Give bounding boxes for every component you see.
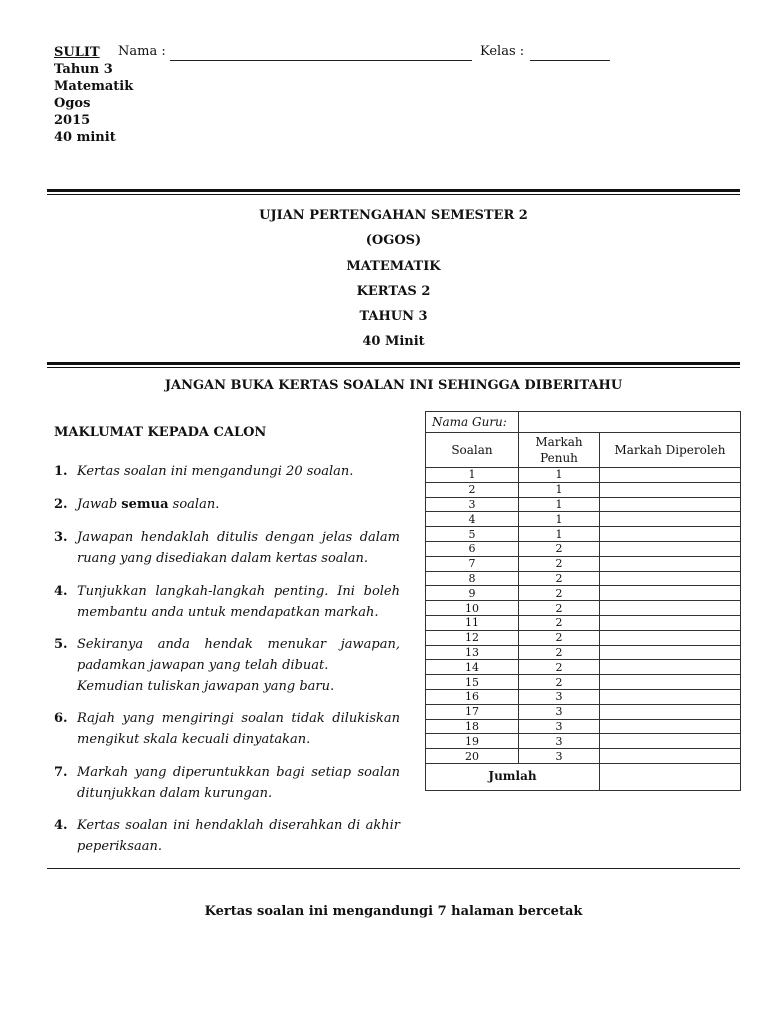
instruction-text: Markah yang diperuntukkan bagi setiap soalan ditunjukkan dalam kurungan. — [77, 765, 400, 801]
instruction-number: 4. — [54, 584, 68, 599]
instruction-number: 3. — [54, 530, 68, 545]
soalan-cell: 7 — [426, 556, 519, 571]
col-soalan: Soalan — [426, 433, 519, 468]
soalan-cell: 16 — [426, 689, 519, 704]
markah-diperoleh-cell[interactable] — [600, 541, 741, 556]
table-row — [426, 556, 741, 571]
tahun-label: Tahun 3 — [54, 62, 113, 77]
soalan-cell: 9 — [426, 586, 519, 601]
soalan-cell: 17 — [426, 704, 519, 719]
table-row — [426, 645, 741, 660]
instruction-item — [54, 708, 400, 750]
soalan-cell: 4 — [426, 512, 519, 527]
markah-diperoleh-cell[interactable] — [600, 689, 741, 704]
markah-penuh-cell: 1 — [519, 512, 600, 527]
markah-diperoleh-cell[interactable] — [600, 704, 741, 719]
markah-penuh-cell: 3 — [519, 719, 600, 734]
divider-middle — [47, 362, 740, 368]
table-row — [426, 541, 741, 556]
table-row — [426, 615, 741, 630]
instruction-number: 4. — [54, 818, 68, 833]
instruction-number: 6. — [54, 711, 68, 726]
header-block — [54, 44, 133, 146]
table-row — [426, 675, 741, 690]
soalan-cell: 5 — [426, 527, 519, 542]
markah-diperoleh-cell[interactable] — [600, 468, 741, 483]
table-row — [426, 468, 741, 483]
kelas-label: Kelas : — [480, 44, 525, 59]
table-row — [426, 482, 741, 497]
instruction-number: 5. — [54, 637, 68, 652]
markah-penuh-cell: 3 — [519, 704, 600, 719]
instruction-text: Sekiranya anda hendak menukar jawapan, padamkan jawapan yang telah dibuat. — [77, 637, 400, 673]
instruction-text: Kertas soalan ini mengandungi 20 soalan. — [77, 464, 354, 479]
instruction-item — [54, 634, 400, 697]
jumlah-field[interactable] — [600, 763, 741, 790]
markah-diperoleh-cell[interactable] — [600, 675, 741, 690]
table-row — [426, 630, 741, 645]
markah-penuh-cell: 2 — [519, 675, 600, 690]
soalan-cell: 3 — [426, 497, 519, 512]
markah-diperoleh-cell[interactable] — [600, 645, 741, 660]
instruction-text: Kertas soalan ini hendaklah diserahkan di akhir peperiksaan. — [77, 818, 400, 854]
markah-penuh-cell: 3 — [519, 689, 600, 704]
markah-diperoleh-cell[interactable] — [600, 601, 741, 616]
table-row — [426, 749, 741, 764]
soalan-cell: 18 — [426, 719, 519, 734]
markah-penuh-cell: 1 — [519, 482, 600, 497]
markah-diperoleh-cell[interactable] — [600, 615, 741, 630]
soalan-cell: 1 — [426, 468, 519, 483]
info-title: MAKLUMAT KEPADA CALON — [54, 425, 267, 440]
table-row — [426, 719, 741, 734]
table-row — [426, 571, 741, 586]
guru-label: Nama Guru: — [426, 412, 519, 433]
markah-penuh-cell: 2 — [519, 630, 600, 645]
markah-diperoleh-cell[interactable] — [600, 556, 741, 571]
title-line-1: UJIAN PERTENGAHAN SEMESTER 2 — [259, 208, 528, 223]
markah-diperoleh-cell[interactable] — [600, 586, 741, 601]
sulit-label: SULIT — [54, 45, 100, 60]
markah-diperoleh-cell[interactable] — [600, 571, 741, 586]
markah-diperoleh-cell[interactable] — [600, 482, 741, 497]
table-row — [426, 704, 741, 719]
instruction-text: Jawapan hendaklah ditulis dengan jelas dalam ruang yang disediakan dalam kertas soalan. — [77, 530, 400, 566]
markah-penuh-cell: 1 — [519, 497, 600, 512]
soalan-cell: 14 — [426, 660, 519, 675]
soalan-cell: 15 — [426, 675, 519, 690]
col-markah-penuh: Markah Penuh — [519, 433, 600, 468]
soalan-cell: 19 — [426, 734, 519, 749]
markah-diperoleh-cell[interactable] — [600, 660, 741, 675]
table-row — [426, 601, 741, 616]
nama-field[interactable] — [170, 60, 472, 61]
markah-penuh-cell: 3 — [519, 734, 600, 749]
jumlah-label: Jumlah — [426, 763, 600, 790]
markah-penuh-cell: 2 — [519, 615, 600, 630]
soalan-cell: 6 — [426, 541, 519, 556]
table-row — [426, 660, 741, 675]
markah-penuh-cell: 1 — [519, 527, 600, 542]
markah-penuh-cell: 1 — [519, 468, 600, 483]
divider-top — [47, 189, 740, 195]
title-line-3: MATEMATIK — [346, 258, 441, 274]
markah-diperoleh-cell[interactable] — [600, 512, 741, 527]
table-row — [426, 512, 741, 527]
soalan-cell: 10 — [426, 601, 519, 616]
year-label: 2015 — [54, 113, 91, 128]
marks-table — [425, 411, 741, 791]
table-row — [426, 497, 741, 512]
instruction-text: Rajah yang mengiringi soalan tidak dilukiskan mengikut skala kecuali dinyatakan. — [77, 711, 400, 747]
markah-penuh-cell: 2 — [519, 541, 600, 556]
warning-text: JANGAN BUKA KERTAS SOALAN INI SEHINGGA DIBERITAHU — [164, 378, 623, 393]
title-line-2: (OGOS) — [365, 233, 422, 249]
table-row — [426, 527, 741, 542]
soalan-cell: 11 — [426, 615, 519, 630]
instruction-number: 7. — [54, 765, 68, 780]
instruction-text: Tunjukkan langkah-langkah penting. Ini boleh membantu anda untuk mendapatkan markah. — [77, 584, 400, 620]
nama-label: Nama : — [118, 44, 166, 59]
table-row — [426, 734, 741, 749]
markah-penuh-cell: 2 — [519, 571, 600, 586]
instruction-item — [54, 762, 400, 804]
instruction-text-cont: Kemudian tuliskan jawapan yang baru. — [77, 679, 335, 694]
instruction-number: 1. — [54, 464, 68, 479]
instruction-item — [54, 461, 400, 482]
month-label: Ogos — [54, 96, 91, 111]
instruction-number: 2. — [54, 497, 68, 512]
markah-diperoleh-cell[interactable] — [600, 749, 741, 764]
title-line-6: 40 Minit — [362, 334, 425, 350]
markah-diperoleh-cell[interactable] — [600, 719, 741, 734]
markah-penuh-cell: 2 — [519, 586, 600, 601]
markah-penuh-cell: 2 — [519, 601, 600, 616]
markah-diperoleh-cell[interactable] — [600, 527, 741, 542]
markah-diperoleh-cell[interactable] — [600, 734, 741, 749]
col-markah-diperoleh: Markah Diperoleh — [600, 433, 741, 468]
instruction-item — [54, 581, 400, 623]
soalan-cell: 20 — [426, 749, 519, 764]
markah-penuh-cell: 2 — [519, 556, 600, 571]
instruction-item — [54, 494, 400, 515]
table-row — [426, 689, 741, 704]
instruction-item — [54, 527, 400, 569]
table-row — [426, 586, 741, 601]
kelas-field[interactable] — [530, 60, 610, 61]
duration-label: 40 minit — [54, 130, 116, 145]
instruction-text: Jawab semua soalan. — [77, 497, 220, 512]
footer-text: Kertas soalan ini mengandungi 7 halaman bercetak — [204, 904, 583, 919]
soalan-cell: 8 — [426, 571, 519, 586]
markah-penuh-cell: 2 — [519, 645, 600, 660]
exam-title — [47, 206, 740, 358]
markah-penuh-cell: 2 — [519, 660, 600, 675]
markah-diperoleh-cell[interactable] — [600, 630, 741, 645]
markah-diperoleh-cell[interactable] — [600, 497, 741, 512]
title-line-5: TAHUN 3 — [359, 309, 428, 325]
soalan-cell: 13 — [426, 645, 519, 660]
soalan-cell: 12 — [426, 630, 519, 645]
instruction-item — [54, 815, 400, 857]
soalan-cell: 2 — [426, 482, 519, 497]
divider-bottom — [47, 868, 740, 869]
markah-penuh-cell: 3 — [519, 749, 600, 764]
title-line-4: KERTAS 2 — [356, 283, 431, 299]
guru-field[interactable] — [519, 412, 741, 433]
subject-label: Matematik — [54, 79, 134, 94]
